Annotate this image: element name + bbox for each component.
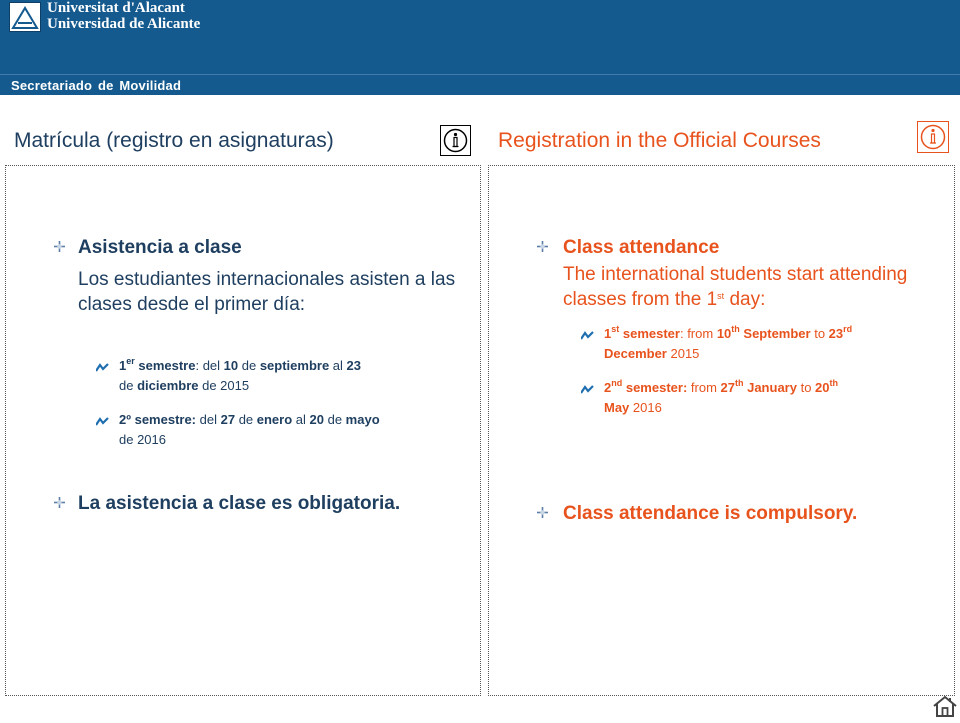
bullet-icon bbox=[537, 241, 548, 252]
compulsory-attendance: Class attendance is compulsory. bbox=[563, 503, 858, 524]
header-banner bbox=[0, 0, 960, 95]
first-semester-dates: 1er semestre: del 10 de septiembre al 23 de diciembre de 2015 bbox=[119, 356, 361, 393]
university-logo bbox=[9, 2, 41, 32]
bullet-icon bbox=[537, 507, 548, 518]
arrow-bullet-icon bbox=[581, 331, 594, 340]
attendance-text: The international students start attending classes from the 1st day: bbox=[563, 264, 908, 310]
university-name-es: Universidad de Alicante bbox=[47, 16, 201, 32]
arrow-bullet-icon bbox=[581, 385, 594, 394]
first-semester-dates: 1st semester: from 10th September to 23rd December 2015 bbox=[604, 324, 853, 361]
attendance-heading: Asistencia a clase bbox=[78, 237, 242, 258]
compulsory-attendance: La asistencia a clase es obligatoria. bbox=[78, 493, 401, 514]
attendance-heading: Class attendance bbox=[563, 237, 720, 258]
home-icon[interactable] bbox=[932, 695, 958, 723]
arrow-bullet-icon bbox=[96, 363, 109, 372]
second-semester-dates: 2º semestre: del 27 de enero al 20 de mayo de 2016 bbox=[119, 412, 380, 447]
header-divider bbox=[0, 74, 960, 75]
attendance-text: Los estudiantes internacionales asisten a las clases desde el primer día: bbox=[78, 269, 456, 315]
info-icon[interactable] bbox=[440, 125, 471, 161]
second-semester-dates: 2nd semester: from 27th January to 20th May 2016 bbox=[604, 378, 839, 415]
department-name: Secretariado de Movilidad bbox=[11, 78, 182, 93]
right-panel-title: Registration in the Official Courses bbox=[498, 129, 821, 152]
arrow-bullet-icon bbox=[96, 417, 109, 426]
bullet-icon bbox=[54, 497, 65, 508]
bullet-icon bbox=[54, 241, 65, 252]
university-name-ca: Universitat d'Alacant bbox=[47, 0, 185, 16]
left-panel-title: Matrícula (registro en asignaturas) bbox=[14, 129, 334, 152]
info-icon[interactable] bbox=[917, 121, 949, 158]
